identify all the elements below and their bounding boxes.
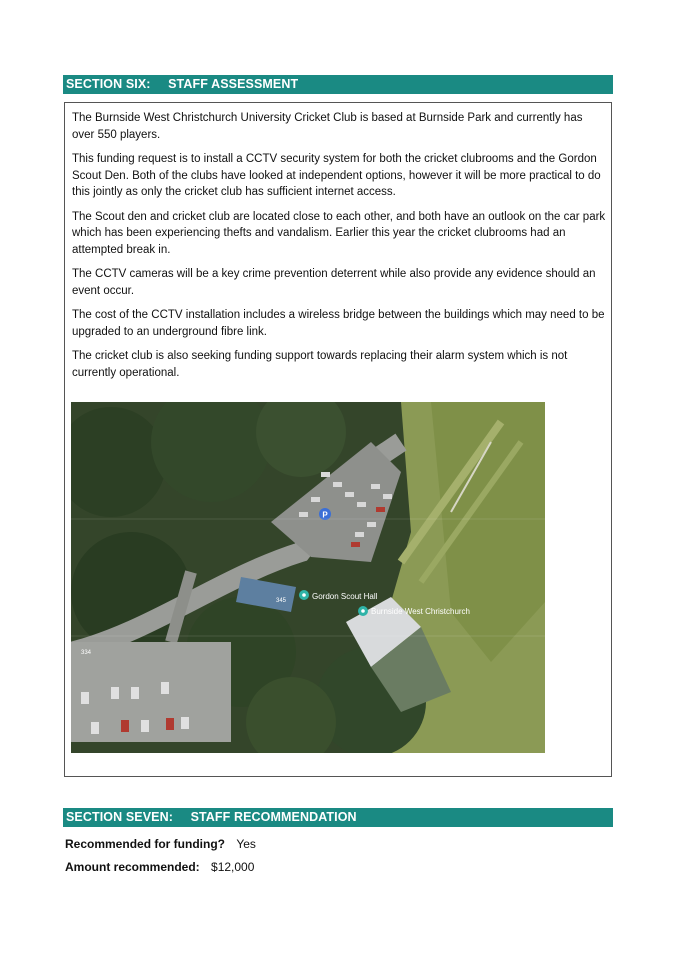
section-seven-title: STAFF RECOMMENDATION <box>190 810 357 824</box>
paragraph: The cricket club is also seeking funding support towards replacing their alarm system which is not currently operational. <box>72 350 568 379</box>
scout-hall-label: Gordon Scout Hall <box>312 592 378 601</box>
cricket-club-pin-icon <box>358 606 368 616</box>
funding-recommendation-row <box>65 836 256 852</box>
paragraph: This funding request is to install a CCTV security system for both the cricket clubrooms and the Gordon Scout Den. Both of the clubs have looked at independent options, however it will be more practical to do this jointly as only the cricket club has sufficient internet access. <box>72 153 601 198</box>
section-six-header <box>63 75 613 94</box>
scout-hall-pin-icon <box>299 590 309 600</box>
section-seven-header <box>63 808 613 827</box>
paragraph: The CCTV cameras will be a key crime prevention deterrent while also provide any evidence should an event occur. <box>72 268 596 297</box>
amount-value: $12,000 <box>211 860 255 874</box>
assessment-text <box>72 110 606 389</box>
funding-label: Recommended for funding? <box>65 837 225 851</box>
parking-icon <box>319 508 331 520</box>
paragraph: The Scout den and cricket club are located close to each other, and both have an outlook on the car park which has been experiencing thefts and vandalism. Earlier this year the cricket clubrooms had an attempted break in. <box>72 210 606 256</box>
section-six-title: STAFF ASSESSMENT <box>168 77 299 91</box>
funding-value: Yes <box>236 837 256 851</box>
parking-label: P <box>322 510 328 520</box>
staff-assessment-panel <box>64 102 612 777</box>
section-six-number: SECTION SIX: <box>66 77 151 91</box>
amount-recommendation-row <box>65 859 254 875</box>
paragraph: The cost of the CCTV installation includes a wireless bridge between the buildings which may need to be upgraded to an underground fibre link. <box>72 309 605 338</box>
road-number-label: 345 <box>276 598 287 604</box>
section-seven-number: SECTION SEVEN: <box>66 810 173 824</box>
road-number-label: 334 <box>81 650 92 656</box>
amount-label: Amount recommended: <box>65 860 200 874</box>
paragraph: The Burnside West Christchurch University Cricket Club is based at Burnside Park and currently has over 550 players. <box>72 112 583 141</box>
cricket-club-label: Burnside West Christchurch <box>371 607 470 616</box>
aerial-map-image <box>71 402 545 753</box>
